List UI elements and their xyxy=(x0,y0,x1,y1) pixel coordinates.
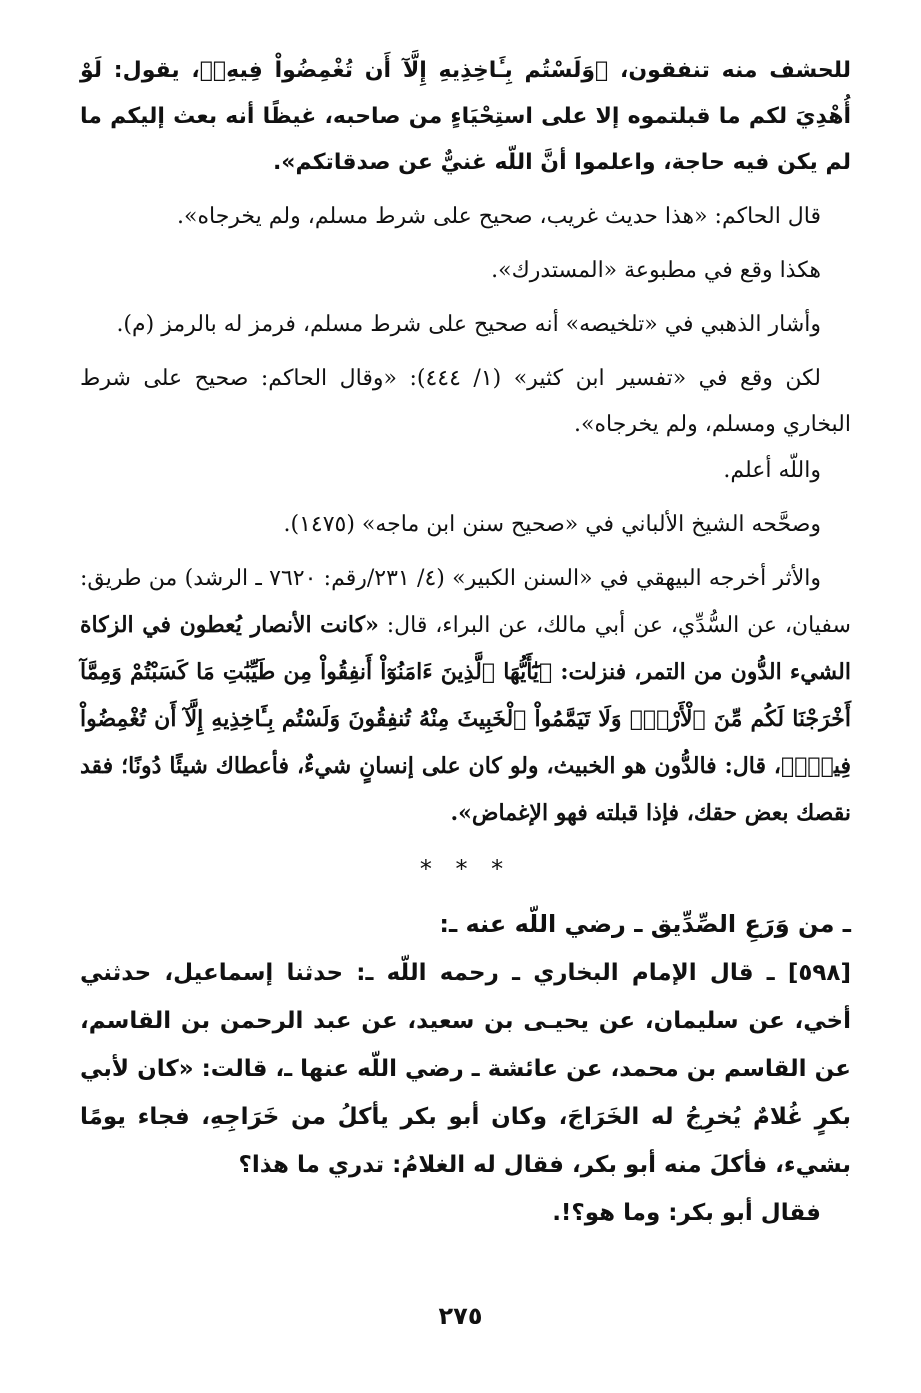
paragraph-albani: وصحَّحه الشيخ الألباني في «صحيح سنن ابن ماجه» (١٤٧٥). xyxy=(283,512,821,537)
paragraph-ibn-kathir: لكن وقع في «تفسير ابن كثير» (١/ ٤٤٤): «وقال الحاكم: صحيح على شرط البخاري ومسلم، ولم يخرجاه». xyxy=(80,366,851,437)
hadith-598: [٥٩٨] ـ قال الإمام البخاري ـ رحمه اللّه ـ: حدثنا إسماعيل، حدثني أخي، عن سليمان، عن يحيـى بن سعيد، عن عبد الرحمن بن القاسم، عن القاسم بن محمد، عن عائشة ـ رضي اللّه عنها ـ، قالت: «كان لأبي بكرٍ غُلامٌ يُخرِجُ له الخَرَاجَ، وكان أبو بكر يأكلُ من خَرَاجِهِ، فجاء يومًا بشيء، فأكلَ منه أبو بكر، فقال له الغلامُ: تدري ما هذا؟ xyxy=(80,960,851,1178)
paragraph-hakim: قال الحاكم: «هذا حديث غريب، صحيح على شرط مسلم، ولم يخرجاه». xyxy=(177,204,821,229)
bayhaqi-intro: والأثر أخرجه البيهقي في «السنن الكبير» (٤/ ٢٣١/رقم: ٧٦٢٠ ـ الرشد) من طريق: سفيان، عن السُّدِّي، عن أبي مالك، عن البراء، قال: xyxy=(80,566,851,638)
section-heading: ـ من وَرَعِ الصِّدِّيق ـ رضي اللّه عنه ـ: xyxy=(439,910,851,938)
paragraph-bayhaqi xyxy=(80,556,851,837)
paragraph-dhahabi: وأشار الذهبي في «تلخيصه» أنه صحيح على شرط مسلم، فرمز له بالرمز (م). xyxy=(116,312,821,337)
hadith-reply: فقال أبو بكر: وما هو؟!. xyxy=(552,1200,821,1226)
section-separator: * * * xyxy=(419,855,512,883)
paragraph-allahu-alam: واللّه أعلم. xyxy=(723,458,821,483)
paragraph-opening: للحشف منه تنفقون، ﴿وَلَسْتُم بِـَٔاخِذِيهِ إِلَّآ أَن تُغْمِضُواْ فِيهِۚ﴾، يقول: لَوْ أُهْدِيَ لكم ما قبلتموه إلا على استِحْيَاءٍ من صاحبه، غيظًا أنه بعث إليكم ما لم يكن فيه حاجة، واعلموا أنَّ اللّه غنيٌّ عن صدقاتكم». xyxy=(80,58,851,175)
paragraph-mustadrak: هكذا وقع في مطبوعة «المستدرك». xyxy=(491,258,821,283)
ansar-quote: «كانت الأنصار يُعطون في الزكاة الشيء الدُّون من التمر، فنزلت: ﴿يَٰٓأَيُّهَا ٱلَّذِينَ ءَامَنُوٓاْ أَنفِقُواْ مِن طَيِّبَٰتِ مَا كَسَبْتُمْ وَمِمَّآ أَخْرَجْنَا لَكُم مِّنَ ٱلْأَرْضِۖ وَلَا تَيَمَّمُواْ ٱلْخَبِيثَ مِنْهُ تُنفِقُونَ وَلَسْتُم بِـَٔاخِذِيهِ إِلَّآ أَن تُغْمِضُواْ فِيهِۚ﴾، قال: فالدُّون هو الخبيث، ولو كان على إنسانٍ شيءٌ، فأعطاك شيئًا دُونًا؛ فقد نقصك بعض حقك، فإذا قبلته فهو الإغماض». xyxy=(80,612,851,826)
page-number: ٢٧٥ xyxy=(438,1302,483,1330)
